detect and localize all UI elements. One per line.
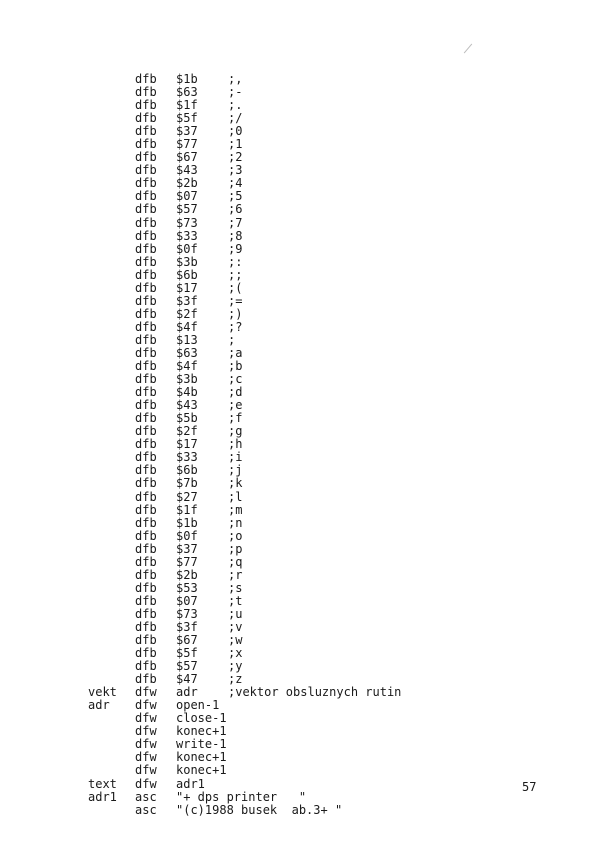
code-operand: $4f <box>176 319 198 334</box>
code-instruction: dfw <box>135 685 157 700</box>
code-instruction: dfb <box>135 489 157 504</box>
code-comment: ;r <box>228 567 243 582</box>
code-instruction: dfb <box>135 85 157 100</box>
code-instruction: dfw <box>135 724 157 739</box>
code-instruction: dfb <box>135 502 157 517</box>
code-comment: ;z <box>228 672 243 687</box>
code-comment: ;5 <box>228 189 243 204</box>
code-instruction: dfb <box>135 137 157 152</box>
code-comment: ;q <box>228 554 243 569</box>
code-comment: ;( <box>228 280 243 295</box>
code-operand: $57 <box>176 202 198 217</box>
code-operand: write-1 <box>176 737 227 752</box>
code-instruction: dfb <box>135 463 157 478</box>
code-instruction: dfb <box>135 228 157 243</box>
code-operand: $3b <box>176 254 198 269</box>
code-instruction: dfb <box>135 306 157 321</box>
code-comment: ;l <box>228 489 243 504</box>
code-operand: $17 <box>176 280 198 295</box>
stray-pen-mark <box>464 44 472 54</box>
code-comment: ;a <box>228 345 243 360</box>
code-instruction: dfb <box>135 254 157 269</box>
code-operand: $4b <box>176 385 198 400</box>
code-operand: "(c)1988 busek ab.3+ " <box>176 802 343 817</box>
code-operand: $5f <box>176 646 198 661</box>
code-instruction: asc <box>135 789 157 804</box>
code-operand: $33 <box>176 450 198 465</box>
code-comment: ;j <box>228 463 243 478</box>
code-comment: ;; <box>228 267 243 282</box>
code-instruction: dfb <box>135 280 157 295</box>
code-instruction: dfb <box>135 332 157 347</box>
code-instruction: dfb <box>135 541 157 556</box>
code-comment: ;c <box>228 372 243 387</box>
code-comment: ;f <box>228 411 243 426</box>
code-operand: $37 <box>176 541 198 556</box>
code-operand: $77 <box>176 137 198 152</box>
code-instruction: dfb <box>135 98 157 113</box>
code-operand: $47 <box>176 672 198 687</box>
code-operand: konec+1 <box>176 750 227 765</box>
code-comment: ;- <box>228 85 243 100</box>
code-operand: $0f <box>176 528 198 543</box>
code-operand: $07 <box>176 189 198 204</box>
code-comment: ;m <box>228 502 243 517</box>
code-instruction: asc <box>135 802 157 817</box>
code-comment: ;vektor obsluznych rutin <box>228 685 402 700</box>
code-operand: $1f <box>176 98 198 113</box>
code-operand: $67 <box>176 633 198 648</box>
page-number: 57 <box>522 780 537 794</box>
code-comment: ;. <box>228 98 243 113</box>
code-instruction: dfb <box>135 163 157 178</box>
code-comment: ;6 <box>228 202 243 217</box>
code-instruction: dfb <box>135 515 157 530</box>
code-instruction: dfw <box>135 750 157 765</box>
code-comment: ;i <box>228 450 243 465</box>
code-operand: $2f <box>176 306 198 321</box>
code-operand: $4f <box>176 359 198 374</box>
code-instruction: dfb <box>135 567 157 582</box>
code-comment: ;4 <box>228 176 243 191</box>
code-instruction: dfb <box>135 476 157 491</box>
code-comment: ;b <box>228 359 243 374</box>
code-instruction: dfb <box>135 345 157 360</box>
code-instruction: dfb <box>135 633 157 648</box>
code-operand: $17 <box>176 437 198 452</box>
code-comment: ;8 <box>228 228 243 243</box>
code-instruction: dfb <box>135 424 157 439</box>
code-comment: ;u <box>228 606 243 621</box>
code-operand: $13 <box>176 332 198 347</box>
code-instruction: dfw <box>135 763 157 778</box>
code-comment: ;o <box>228 528 243 543</box>
code-comment: ;k <box>228 476 243 491</box>
code-label: adr <box>88 698 110 713</box>
code-comment: ;0 <box>228 124 243 139</box>
code-instruction: dfb <box>135 293 157 308</box>
code-instruction: dfw <box>135 737 157 752</box>
code-instruction: dfb <box>135 359 157 374</box>
code-operand: $57 <box>176 659 198 674</box>
code-operand: $3f <box>176 293 198 308</box>
code-instruction: dfb <box>135 150 157 165</box>
code-operand: $0f <box>176 241 198 256</box>
code-operand: $43 <box>176 398 198 413</box>
code-label: vekt <box>88 685 117 700</box>
code-comment: ;p <box>228 541 243 556</box>
code-label: text <box>88 776 117 791</box>
code-operand: $1b <box>176 515 198 530</box>
code-label: adr1 <box>88 789 117 804</box>
code-operand: $67 <box>176 150 198 165</box>
code-instruction: dfb <box>135 176 157 191</box>
code-comment: ;= <box>228 293 243 308</box>
code-instruction: dfb <box>135 580 157 595</box>
code-instruction: dfb <box>135 606 157 621</box>
code-comment: ;n <box>228 515 243 530</box>
code-instruction: dfb <box>135 593 157 608</box>
code-instruction: dfb <box>135 411 157 426</box>
code-comment: ;h <box>228 437 243 452</box>
code-comment: ;2 <box>228 150 243 165</box>
code-operand: $43 <box>176 163 198 178</box>
code-instruction: dfb <box>135 619 157 634</box>
code-comment: ;s <box>228 580 243 595</box>
code-operand: $3f <box>176 619 198 634</box>
code-instruction: dfw <box>135 698 157 713</box>
code-comment: ;y <box>228 659 243 674</box>
code-instruction: dfb <box>135 385 157 400</box>
code-operand: konec+1 <box>176 724 227 739</box>
code-comment: ;e <box>228 398 243 413</box>
code-operand: "+ dps printer " <box>176 789 307 804</box>
code-instruction: dfb <box>135 450 157 465</box>
code-comment: ;: <box>228 254 243 269</box>
code-instruction: dfb <box>135 398 157 413</box>
code-comment: ;3 <box>228 163 243 178</box>
code-comment: ;) <box>228 306 243 321</box>
code-comment: ;/ <box>228 111 243 126</box>
code-operand: close-1 <box>176 711 227 726</box>
code-instruction: dfb <box>135 202 157 217</box>
code-operand: $6b <box>176 267 198 282</box>
code-instruction: dfb <box>135 319 157 334</box>
code-operand: $63 <box>176 345 198 360</box>
code-comment: ;g <box>228 424 243 439</box>
code-comment: ;t <box>228 593 243 608</box>
code-instruction: dfb <box>135 672 157 687</box>
code-comment: ;, <box>228 72 243 86</box>
code-instruction: dfb <box>135 528 157 543</box>
code-operand: $6b <box>176 463 198 478</box>
code-operand: $2f <box>176 424 198 439</box>
code-instruction: dfb <box>135 124 157 139</box>
code-operand: $73 <box>176 215 198 230</box>
code-comment: ;7 <box>228 215 243 230</box>
code-operand: $07 <box>176 593 198 608</box>
code-operand: adr <box>176 685 198 700</box>
code-comment: ;w <box>228 633 243 648</box>
code-operand: $5f <box>176 111 198 126</box>
code-operand: $7b <box>176 476 198 491</box>
code-operand: $37 <box>176 124 198 139</box>
code-comment: ;x <box>228 646 243 661</box>
code-instruction: dfb <box>135 241 157 256</box>
code-comment: ;9 <box>228 241 243 256</box>
code-operand: $63 <box>176 85 198 100</box>
code-comment: ;d <box>228 385 243 400</box>
code-operand: $3b <box>176 372 198 387</box>
code-operand: $77 <box>176 554 198 569</box>
code-instruction: dfb <box>135 372 157 387</box>
code-instruction: dfb <box>135 646 157 661</box>
code-instruction: dfb <box>135 267 157 282</box>
code-operand: $27 <box>176 489 198 504</box>
code-instruction: dfb <box>135 215 157 230</box>
code-operand: konec+1 <box>176 763 227 778</box>
code-comment: ; <box>228 332 236 347</box>
code-instruction: dfb <box>135 72 157 86</box>
code-operand: open-1 <box>176 698 220 713</box>
code-comment: ;v <box>228 619 243 634</box>
code-operand: $2b <box>176 567 198 582</box>
code-comment: ;? <box>228 319 243 334</box>
code-instruction: dfb <box>135 554 157 569</box>
code-operand: $5b <box>176 411 198 426</box>
code-instruction: dfb <box>135 437 157 452</box>
code-operand: $1f <box>176 502 198 517</box>
code-operand: $73 <box>176 606 198 621</box>
code-operand: adr1 <box>176 776 205 791</box>
code-operand: $2b <box>176 176 198 191</box>
code-instruction: dfb <box>135 111 157 126</box>
code-instruction: dfw <box>135 711 157 726</box>
code-operand: $33 <box>176 228 198 243</box>
code-instruction: dfb <box>135 189 157 204</box>
code-operand: $1b <box>176 72 198 86</box>
code-instruction: dfb <box>135 659 157 674</box>
code-instruction: dfw <box>135 776 157 791</box>
code-operand: $53 <box>176 580 198 595</box>
code-comment: ;1 <box>228 137 243 152</box>
